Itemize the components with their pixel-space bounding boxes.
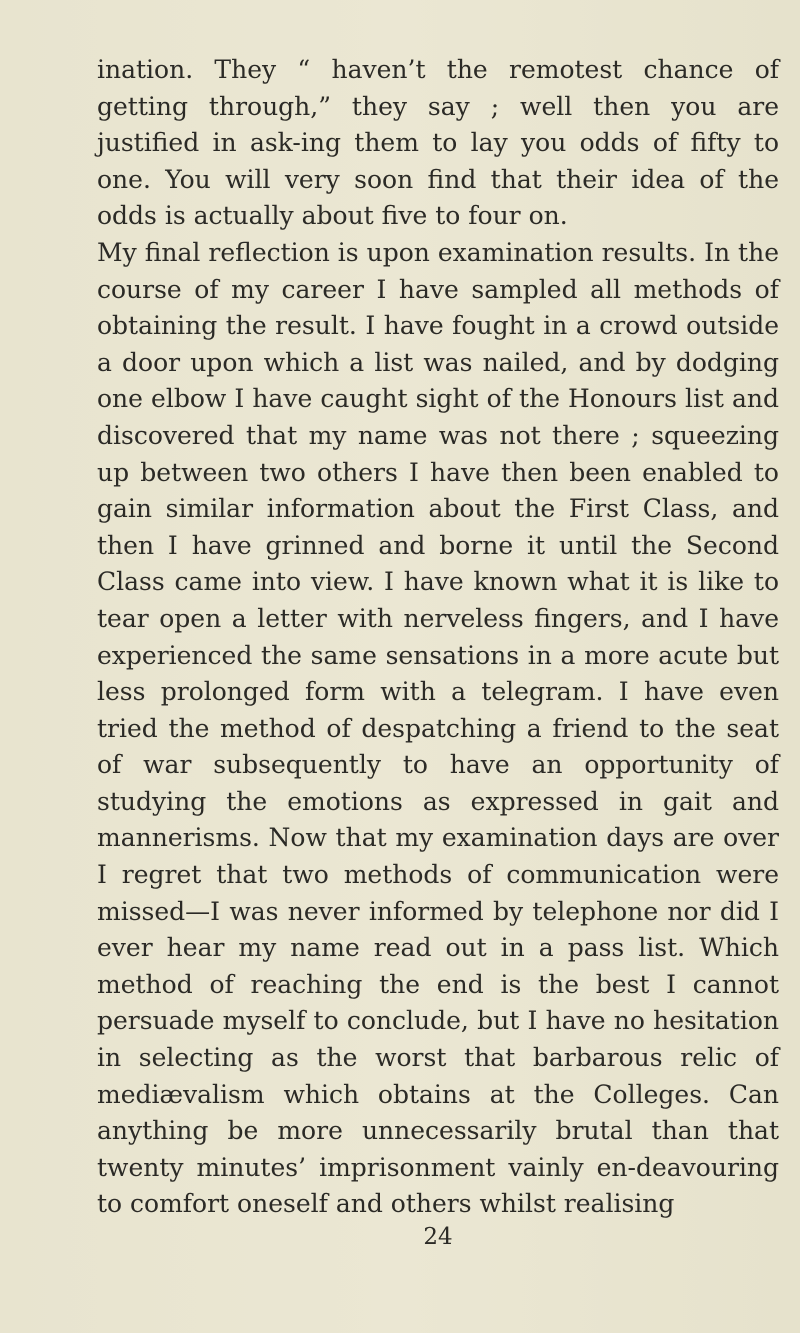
body-text: [97, 52, 779, 1223]
paragraph-2: My final reflection is upon examination results. In the course of my career I have sampled all methods of obtaining the result. I have fought in a crowd outside a door upon which a list was nailed, and by dodging one elbow I have caught sight of the Honours list and discovered that my name was not there ; squeezing up between two others I have then been enabled to gain similar information about the First Class, and then I have grinned and borne it until the Second Class came into view. I have known what it is like to tear open a letter with nerveless fingers, and I have experienced the same sensations in a more acute but less prolonged form with a telegram. I have even tried the method of despatching a friend to the seat of war subsequently to have an opportunity of studying the emotions as expressed in gait and mannerisms. Now that my examination days are over I regret that two methods of communication were missed—I was never informed by telephone nor did I ever hear my name read out in a pass list. Which method of reaching the end is the best I cannot persuade myself to conclude, but I have no hesitation in selecting as the worst that barbarous relic of mediævalism which obtains at the Colleges. Can anything be more unnecessarily brutal than that twenty minutes’ imprisonment vainly en-deavouring to comfort oneself and others whilst realising: [97, 237, 779, 1219]
paragraph-1: ination. They “ haven’t the remotest chance of getting through,” they say ; well then you are justified in ask-ing them to lay you odds of fifty to one. You will very soon find that their idea of the odds is actually about five to four on.: [97, 55, 779, 231]
page-number: 24: [423, 1224, 453, 1250]
